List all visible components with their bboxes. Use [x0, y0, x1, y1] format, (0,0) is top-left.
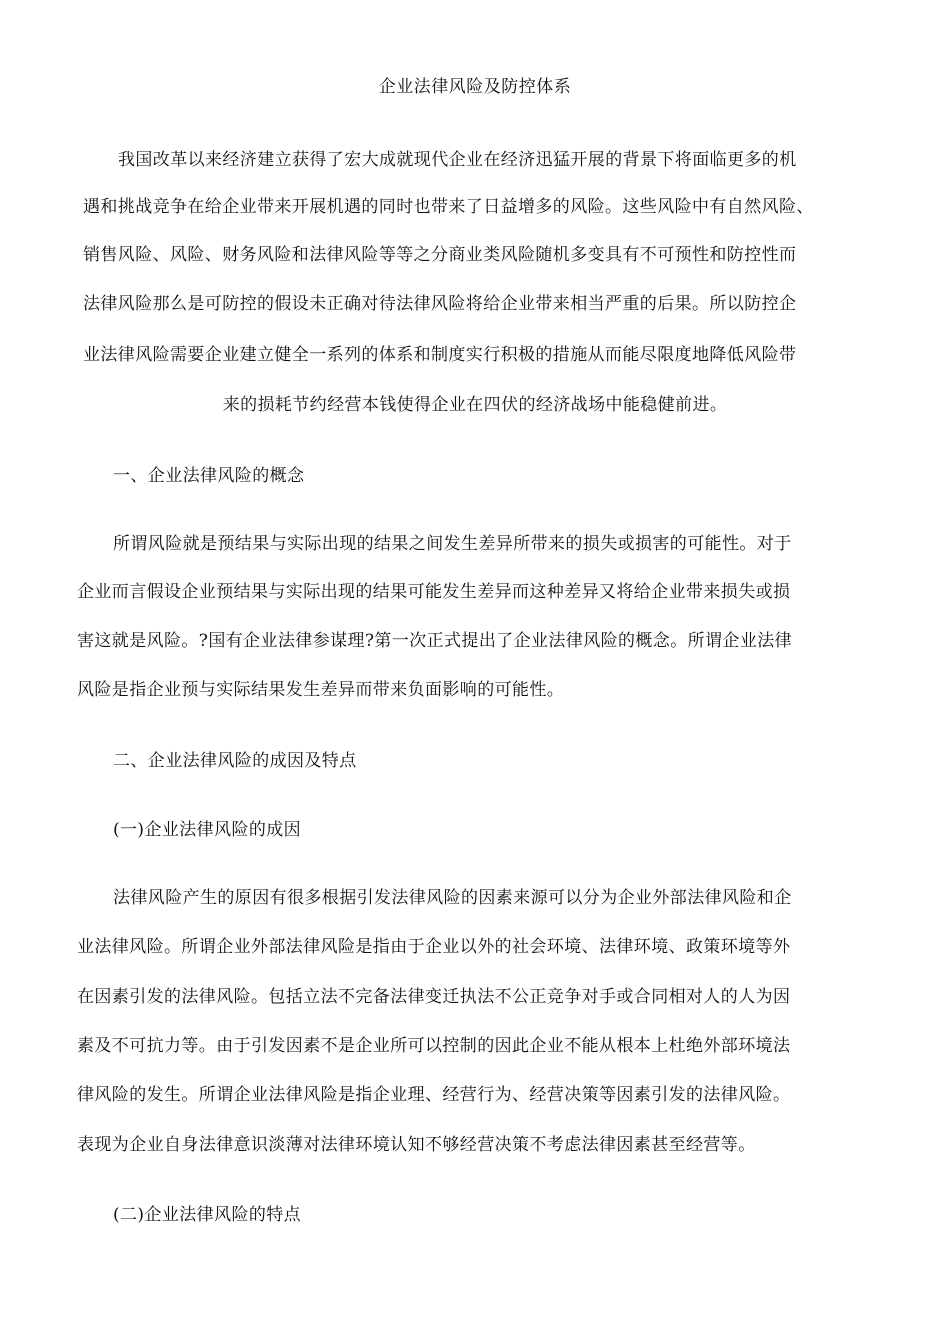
subsection1-line: 在因素引发的法律风险。包括立法不完备法律变迁执法不公正竞争对手或合同相对人的人为因 — [77, 987, 791, 1007]
section-heading: 二、企业法律风险的成因及特点 — [113, 751, 357, 771]
intro-line: 来的损耗节约经营本钱使得企业在四伏的经济战场中能稳健前进。 — [222, 395, 728, 415]
intro-line: 法律风险那么是可防控的假设未正确对待法律风险将给企业带来相当严重的后果。所以防控企 — [83, 294, 797, 314]
intro-line: 我国改革以来经济建立获得了宏大成就现代企业在经济迅猛开展的背景下将面临更多的机 — [118, 150, 797, 170]
section1-line: 所谓风险就是预结果与实际出现的结果之间发生差异所带来的损失或损害的可能性。对于 — [113, 534, 792, 554]
section1-line: 企业而言假设企业预结果与实际出现的结果可能发生差异而这种差异又将给企业带来损失或损 — [77, 582, 791, 602]
subsection1-line: 业法律风险。所谓企业外部法律风险是指由于企业以外的社会环境、法律环境、政策环境等外 — [77, 937, 791, 957]
subsection-heading: (一)企业法律风险的成因 — [113, 820, 302, 840]
document-title: 企业法律风险及防控体系 — [378, 77, 572, 97]
subsection1-line: 素及不可抗力等。由于引发因素不是企业所可以控制的因此企业不能从根本上杜绝外部环境法 — [77, 1036, 791, 1056]
subsection-heading: (二)企业法律风险的特点 — [113, 1205, 302, 1225]
subsection1-line: 表现为企业自身法律意识淡薄对法律环境认知不够经营决策不考虑法律因素甚至经营等。 — [77, 1135, 756, 1155]
intro-line: 遇和挑战竞争在给企业带来开展机遇的同时也带来了日益增多的风险。这些风险中有自然风险、 — [83, 197, 814, 217]
subsection1-line: 律风险的发生。所谓企业法律风险是指企业理、经营行为、经营决策等因素引发的法律风险。 — [77, 1085, 791, 1105]
intro-line: 业法律风险需要企业建立健全一系列的体系和制度实行积极的措施从而能尽限度地降低风险带 — [83, 345, 797, 365]
subsection1-line: 法律风险产生的原因有很多根据引发法律风险的因素来源可以分为企业外部法律风险和企 — [113, 888, 792, 908]
intro-line: 销售风险、风险、财务风险和法律风险等等之分商业类风险随机多变具有不可预性和防控性而 — [83, 245, 797, 265]
section-heading: 一、企业法律风险的概念 — [113, 466, 305, 486]
section1-line: 害这就是风险。?国有企业法律参谋理?第一次正式提出了企业法律风险的概念。所谓企业法律 — [77, 631, 793, 651]
section1-line: 风险是指企业预与实际结果发生差异而带来负面影响的可能性。 — [77, 680, 565, 700]
